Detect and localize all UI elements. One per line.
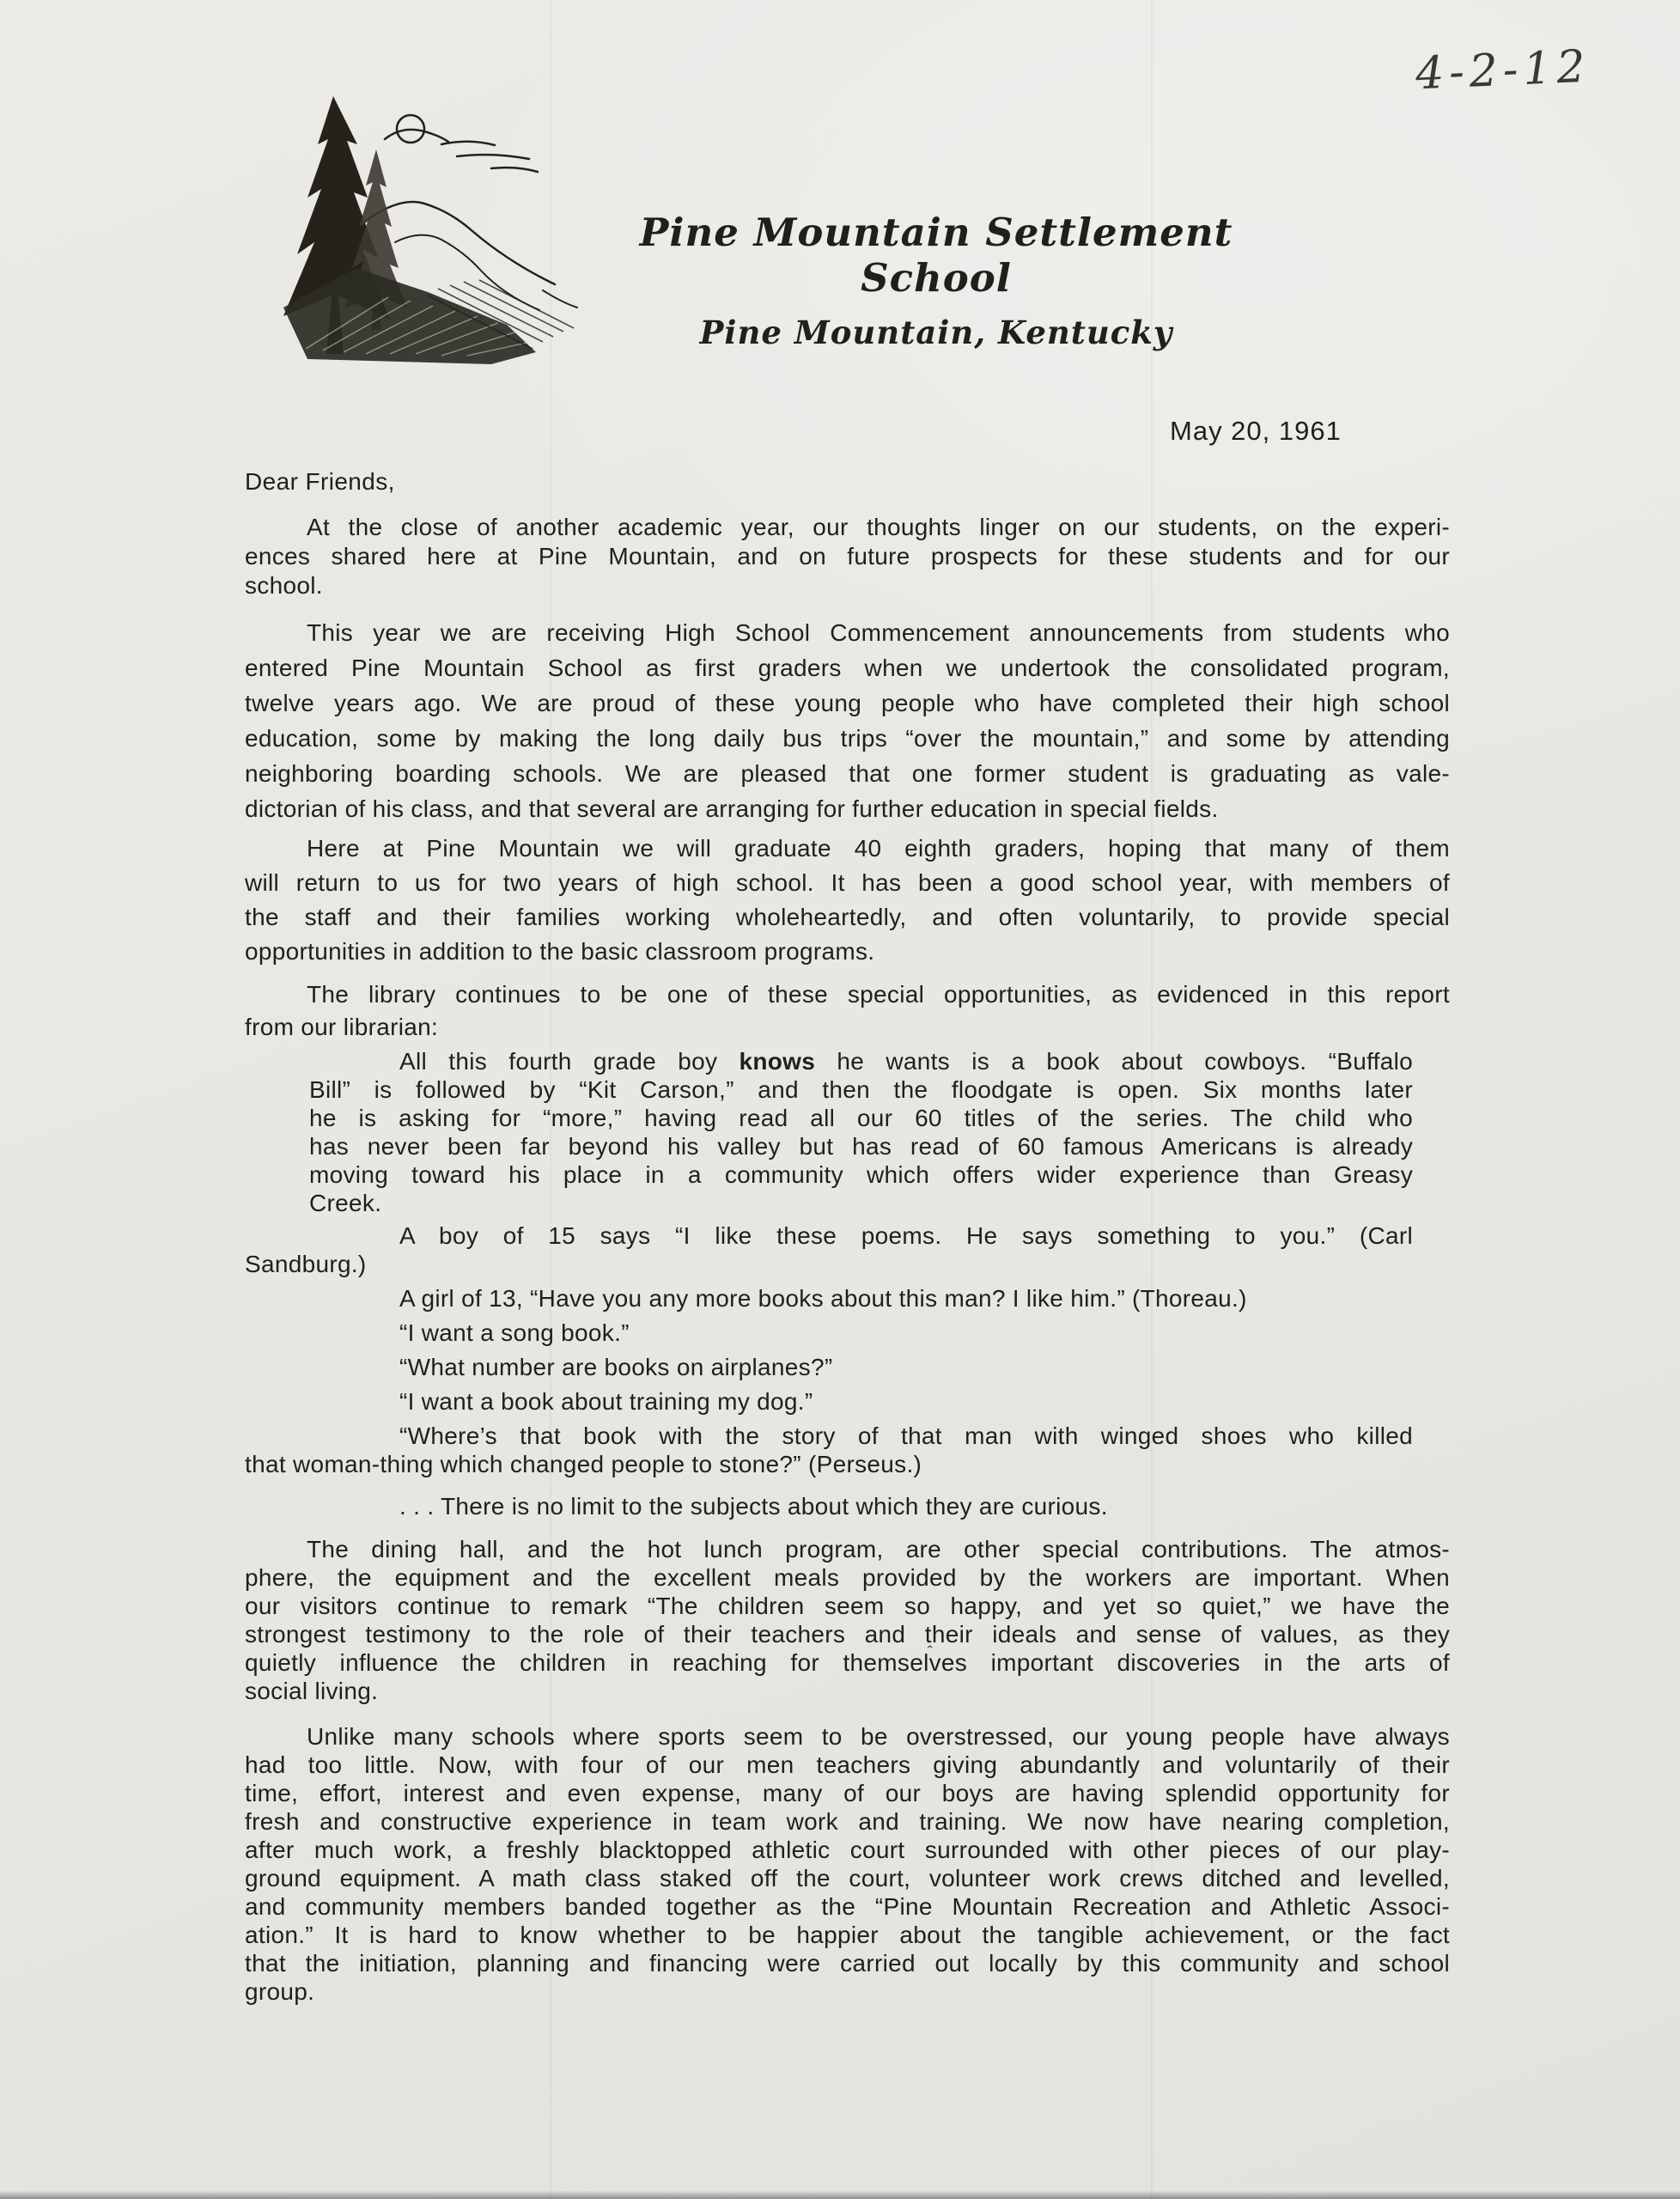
letter-date: May 20, 1961 (1170, 416, 1342, 446)
salutation: Dear Friends, (245, 468, 395, 495)
text-line: opportunities in addition to the basic classroom programs. (245, 938, 875, 965)
text-line: The dining hall, and the hot lunch program, are other special contributions. The atmos- (307, 1536, 1450, 1562)
text-line: “Where’s that book with the story of that man with winged shoes who killed (399, 1422, 1413, 1449)
text-line: school. (245, 572, 323, 599)
text-line: that the initiation, planning and financing were carried out locally by this community and school (245, 1950, 1450, 1977)
text-line: fresh and constructive experience in team work and training. We now have nearing completion, (245, 1808, 1450, 1835)
text-line: that woman-thing which changed people to stone?” (Perseus.) (245, 1451, 922, 1477)
text-line: phere, the equipment and the excellent meals provided by the workers are important. When (245, 1564, 1450, 1591)
text-line: A boy of 15 says “I like these poems. He says something to you.” (Carl (399, 1222, 1413, 1249)
text-line: moving toward his place in a community which offers wider experience than Greasy (309, 1161, 1413, 1188)
text-line: . . . There is no limit to the subjects about which they are curious. (399, 1493, 1108, 1520)
paragraph-p6 (245, 1535, 1450, 1705)
paragraph-q3 (245, 1284, 1413, 1313)
text-line: quietly influence the children in reaching for themselˆ ves important discoveries in the arts of (245, 1648, 1450, 1677)
paragraph-p2 (245, 615, 1450, 826)
text-line: Unlike many schools where sports seem to be overstressed, our young people have always (307, 1723, 1450, 1750)
paragraph-q5 (245, 1353, 1413, 1381)
text-line: entered Pine Mountain School as first graders when we undertook the consolidated program, (245, 655, 1450, 681)
text-line: ground equipment. A math class staked off the court, volunteer work crews ditched and levelled, (245, 1865, 1450, 1891)
paragraph-q7 (245, 1422, 1413, 1478)
paragraph-q8 (245, 1492, 1413, 1520)
text-line: he is asking for “more,” having read all our 60 titles of the series. The child who (309, 1105, 1413, 1131)
paragraph-q1 (309, 1047, 1413, 1217)
paragraph-q6 (245, 1387, 1413, 1416)
text-line: dictorian of his class, and that several are arranging for further education in special fields. (245, 795, 1219, 822)
text-line: and community members banded together as the “Pine Mountain Recreation and Athletic Associ- (245, 1893, 1450, 1920)
text-line: time, effort, interest and even expense, many of our boys are having splendid opportunity for (245, 1780, 1450, 1806)
text-line: This year we are receiving High School Commencement announcements from students who (307, 619, 1450, 646)
paragraph-q2 (245, 1221, 1413, 1278)
text-line: from our librarian: (245, 1014, 439, 1040)
paragraph-p3 (245, 831, 1450, 969)
text-line: Sandburg.) (245, 1251, 367, 1277)
paragraph-p7 (245, 1722, 1450, 2006)
text-line: A girl of 13, “Have you any more books about this man? I like him.” (Thoreau.) (399, 1285, 1247, 1312)
text-line: The library continues to be one of these special opportunities, as evidenced in this report (307, 981, 1450, 1008)
letterhead (575, 210, 1297, 351)
text-line: Bill” is followed by “Kit Carson,” and then the floodgate is open. Six months later (309, 1076, 1413, 1103)
text-line: strongest testimony to the role of their teachers and their ideals and sense of values, as they (245, 1621, 1450, 1648)
text-line: our visitors continue to remark “The children seem so happy, and yet so quiet,” we have the (245, 1593, 1450, 1619)
text-line: Here at Pine Mountain we will graduate 40 eighth graders, hoping that many of them (307, 835, 1450, 862)
text-line: At the close of another academic year, our thoughts linger on our students, on the experi- (307, 514, 1450, 540)
text-line: has never been far beyond his valley but has read of 60 famous Americans is already (309, 1133, 1413, 1160)
scan-bottom-edge (0, 2190, 1680, 2199)
paragraph-p4 (245, 978, 1450, 1044)
text-line: All this fourth grade boy knows he wants is a book about cowboys. “Buffalo (399, 1048, 1413, 1075)
text-line: neighboring boarding schools. We are pleased that one former student is graduating as vale- (245, 760, 1450, 787)
school-location: Pine Mountain, Kentucky (699, 314, 1173, 351)
text-line: “What number are books on airplanes?” (399, 1354, 833, 1380)
text-line: social living. (245, 1678, 379, 1704)
text-line: group. (245, 1978, 315, 2005)
text-line: “I want a song book.” (399, 1319, 630, 1346)
text-line: twelve years ago. We are proud of these young people who have completed their high school (245, 690, 1450, 716)
text-line: “I want a book about training my dog.” (399, 1388, 813, 1415)
handwritten-archive-number: 4-2-12 (1414, 40, 1592, 101)
text-line: education, some by making the long daily bus trips “over the mountain,” and some by attending (245, 725, 1450, 752)
handwritten-caret-mark: ˆ v (929, 1649, 941, 1676)
text-line: had too little. Now, with four of our men teachers giving abundantly and voluntarily of their (245, 1751, 1450, 1778)
school-name: Pine Mountain Settlement School (639, 210, 1233, 301)
paragraph-q4 (245, 1319, 1413, 1347)
text-line: Creek. (309, 1190, 382, 1216)
pine-trees-mountain-illustration-icon (234, 91, 594, 371)
text-line: after much work, a freshly blacktopped athletic court surrounded with other pieces of our play- (245, 1837, 1450, 1863)
text-line: the staff and their families working wholeheartedly, and often voluntarily, to provide special (245, 904, 1450, 930)
paragraph-p1 (245, 513, 1450, 600)
text-line: ences shared here at Pine Mountain, and on future prospects for these students and for our (245, 543, 1450, 570)
text-line: ation.” It is hard to know whether to be happier about the tangible achievement, or the fact (245, 1922, 1450, 1948)
text-line: will return to us for two years of high school. It has been a good school year, with members of (245, 869, 1450, 896)
